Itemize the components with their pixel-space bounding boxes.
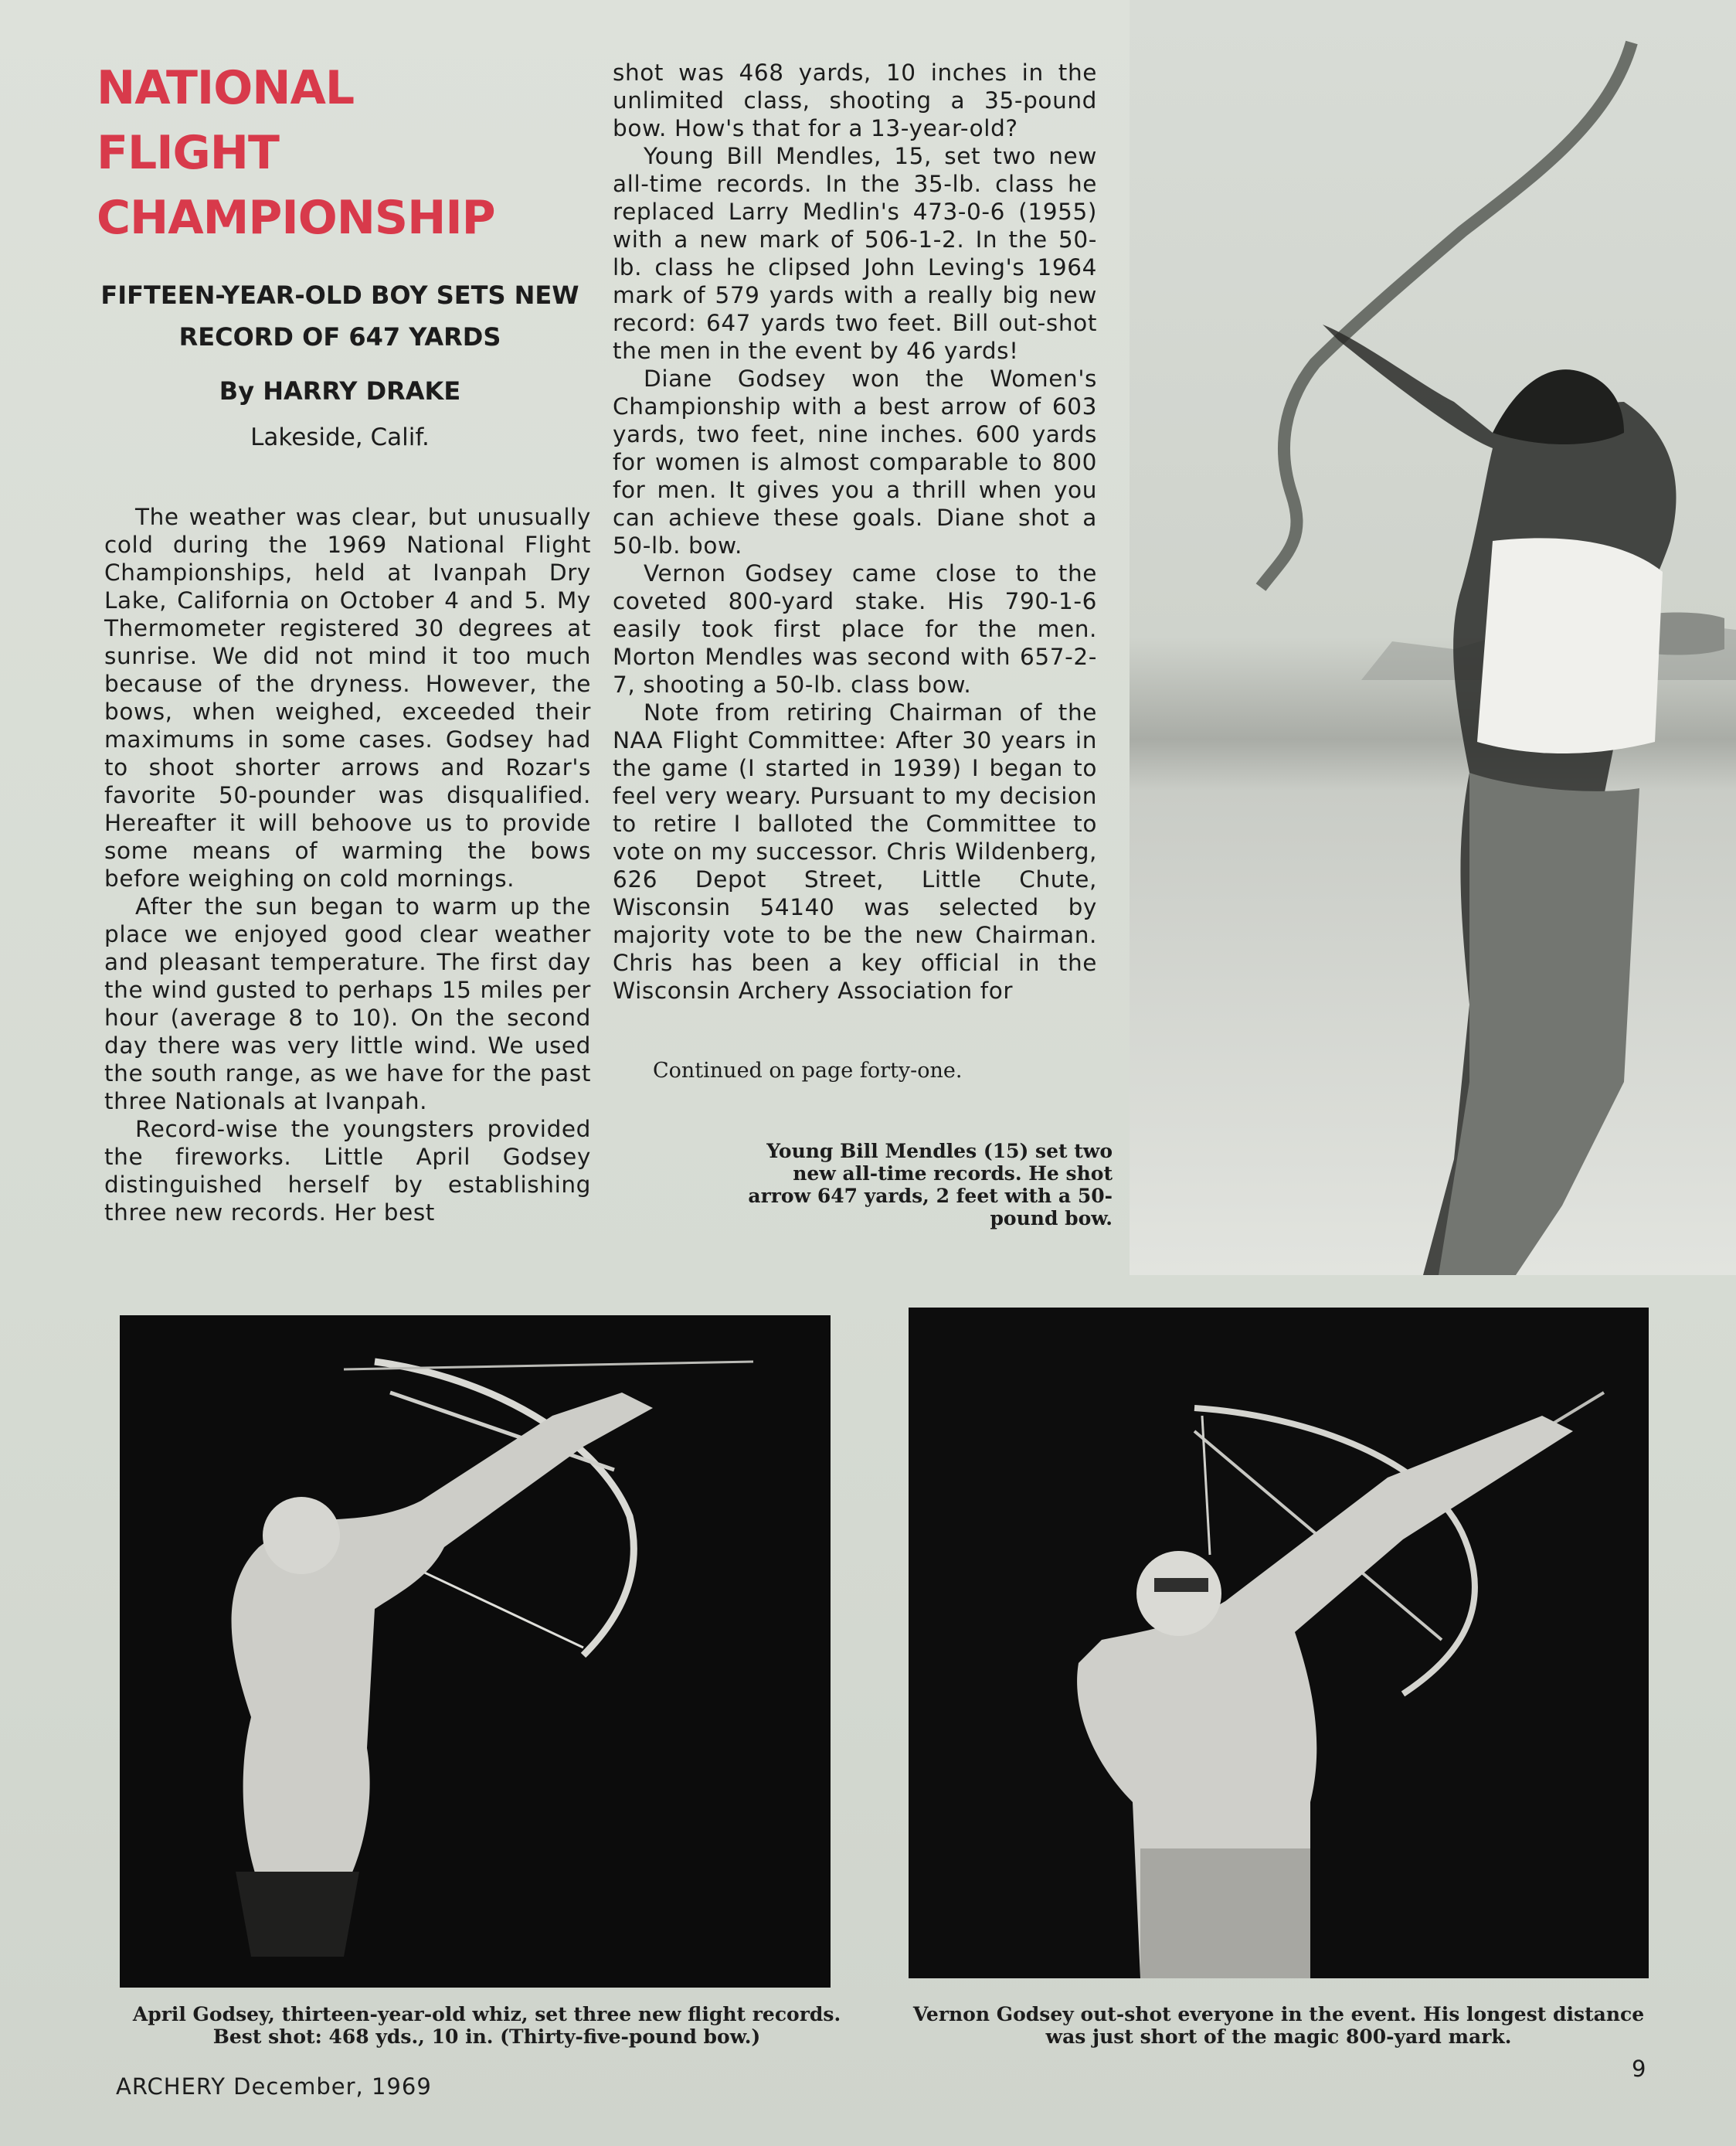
photo-bill-mendles [1130,0,1736,1275]
caption-vernon-godsey: Vernon Godsey out-shot everyone in the event. His longest distance was just short of the magic 800-yard mark. [912,2003,1645,2048]
continued-note: Continued on page forty-one. [653,1059,963,1083]
title-line: NATIONAL [97,61,355,115]
footer-magazine-date: ARCHERY December, 1969 [116,2073,432,2100]
byline: By HARRY DRAKE [219,376,461,406]
author-location: Lakeside, Calif. [250,423,430,451]
caption-april-godsey: April Godsey, thirteen-year-old whiz, set three new flight records. Best shot: 468 yds., 10 in. (Thirty-five-pound bow.) [132,2003,841,2048]
paragraph: The weather was clear, but unusually cold during the 1969 National Flight Championships, held at Ivanpah Dry Lake, California on October 4 and 5. My Thermometer registered 30 degrees at sunrise. We did not mind it too much because of the dryness. However, the bows, when weighed, exceeded their maximums in some cases. Godsey had to shoot shorter arrows and Rozar's favorite 50-pounder was disqualified. Hereafter it will behoove us to provide some means of warming the bows before weighing on cold mornings. [104,504,591,892]
paragraph: Note from retiring Chairman of the NAA Flight Committee: After 30 years in the game (I started in 1939) I began to feel very weary. Pursuant to my decision to retire I balloted the Committee to vote on my successor. Chris Wildenberg, 626 Depot Street, Little Chute, Wisconsin 54140 was selected by majority vote to be the new Chairman. Chris has been a key official in the Wisconsin Archery Association for [613,699,1097,1004]
paragraph: Young Bill Mendles, 15, set two new all-time records. In the 35-lb. class he replaced Larry Medlin's 473-0-6 (1955) with a new mark of 506-1-2. In the 50-lb. class he clipsed John Leving's 1964 mark of 579 yards with a really big new record: 647 yards two feet. Bill out-shot the men in the event by 46 yards! [613,143,1097,364]
paragraph: Diane Godsey won the Women's Championship with a best arrow of 603 yards, two feet, nine inches. 600 yards for women is almost comparable to 800 for men. It gives you a thrill when you can achieve these goals. Diane shot a 50-lb. bow. [613,366,1097,559]
article-column-2 [613,59,1097,1005]
paragraph: After the sun began to warm up the place we enjoyed good clear weather and pleasant temperature. The first day the wind gusted to perhaps 15 miles per hour (average 8 to 10). On the second day there was very little wind. We used the south range, as we have for the past three Nationals at Ivanpah. [104,893,591,1114]
paragraph: shot was 468 yards, 10 inches in the unlimited class, shooting a 35-pound bow. How's that for a 13-year-old? [613,60,1097,141]
title-line: CHAMPIONSHIP [97,191,495,245]
title-line: FLIGHT [97,126,279,180]
photo-vernon-godsey [909,1308,1649,1978]
caption-main-photo: Young Bill Mendles (15) set two new all-time records. He shot arrow 647 yards, 2 feet with a 50-pound bow. [748,1140,1113,1229]
article-title [97,56,529,250]
article-column-1 [104,503,591,1226]
article-subhead [85,274,595,358]
page-number: 9 [1632,2056,1646,2082]
subhead-line: FIFTEEN-YEAR-OLD BOY SETS NEW [100,281,579,310]
paragraph: Vernon Godsey came close to the coveted 800-yard stake. His 790-1-6 easily took first place for the men. Morton Mendles was second with 657-2-7, shooting a 50-lb. class bow. [613,560,1097,698]
subhead-line: RECORD OF 647 YARDS [178,322,501,352]
paragraph: Record-wise the youngsters provided the fireworks. Little April Godsey distinguished herself by establishing three new records. Her best [104,1116,591,1226]
photo-april-godsey [120,1315,831,1988]
